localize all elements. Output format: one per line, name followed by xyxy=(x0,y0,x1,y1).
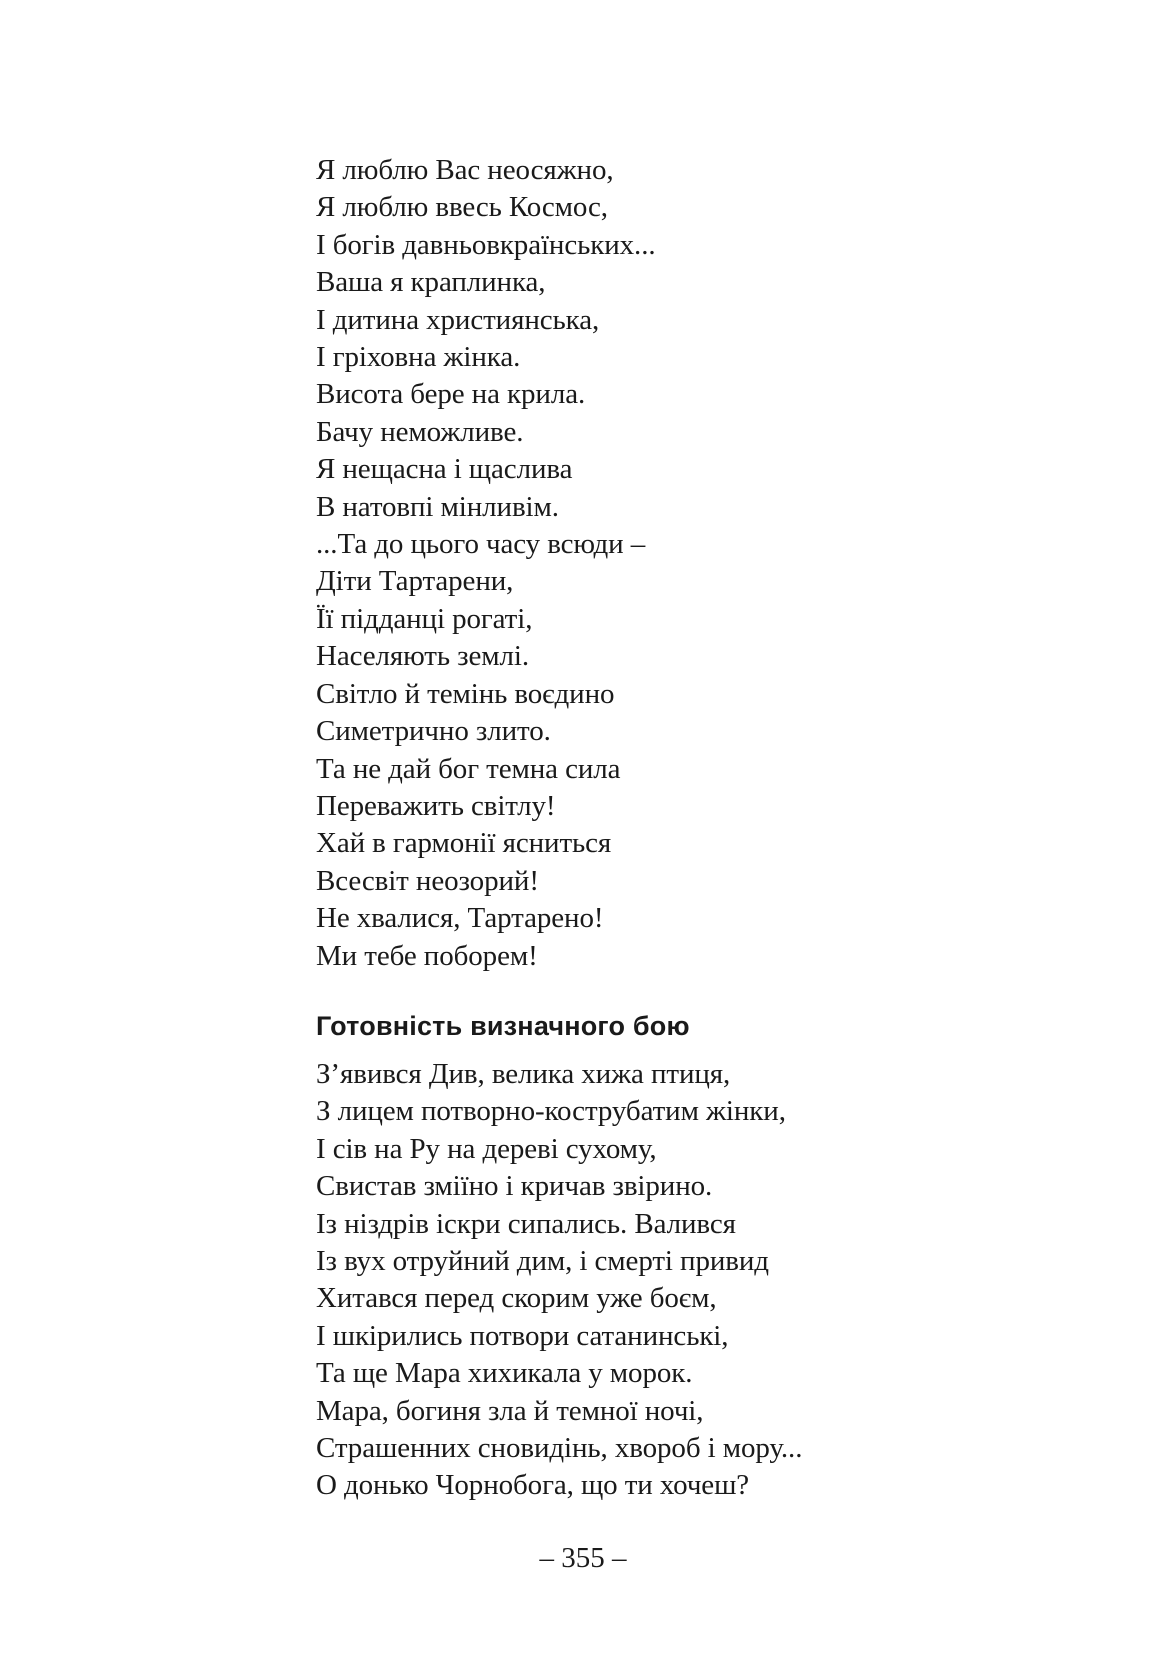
poem-line: Її підданці рогаті, xyxy=(316,602,533,635)
poem-line: Хитався перед скорим уже боєм, xyxy=(316,1282,717,1315)
poem-line: Мара, богиня зла й темної ночі, xyxy=(316,1394,704,1427)
poem-line: Страшенних сновидінь, хвороб і мору... xyxy=(316,1432,803,1465)
poem-line: В натовпі мінливім. xyxy=(316,490,559,523)
poem-line: Та ще Мара хихикала у морок. xyxy=(316,1357,693,1390)
poem-line: Свистав зміїно і кричав звірино. xyxy=(316,1170,713,1203)
poem-line: Висота бере на крила. xyxy=(316,378,586,411)
poem-line: І шкірились потвори сатанинські, xyxy=(316,1319,729,1352)
poem-stanza xyxy=(316,1056,1076,1505)
poem-line: Я люблю Вас неосяжно, xyxy=(316,154,614,186)
poem-line: Переважить світлу! xyxy=(316,789,556,822)
poem-line: ...Та до цього часу всюди – xyxy=(316,528,646,561)
poem-line: Симетрично злито. xyxy=(316,715,551,748)
poem-line: Я нещасна і щаслива xyxy=(316,453,573,486)
poem-line: Ми тебе поборем! xyxy=(316,939,538,972)
poem-line: Світло й темінь воєдино xyxy=(316,677,615,710)
page-number: – 355 – xyxy=(539,1542,627,1574)
poem-line: Бачу неможливе. xyxy=(316,415,524,448)
poem-line: Діти Тартарени, xyxy=(316,565,514,598)
poem-line: І дитина християнська, xyxy=(316,303,600,336)
poem-line: Хай в гармонії ясниться xyxy=(316,827,612,860)
poem-line: Не хвалися, Тартарено! xyxy=(316,902,604,935)
poem-line: О донько Чорнобога, що ти хочеш? xyxy=(316,1469,750,1502)
poem-line: І богів давньовкраїнських... xyxy=(316,228,656,261)
poem-line: Ваша я краплинка, xyxy=(316,266,546,299)
poem-line: І сів на Ру на дереві сухому, xyxy=(316,1132,657,1165)
poem-line: Та не дай бог темна сила xyxy=(316,752,621,785)
poem-line: Всесвіт неозорий! xyxy=(316,864,539,897)
poem-line: З’явився Див, велика хижа птиця, xyxy=(316,1058,731,1090)
poem-line: З лицем потворно-кострубатим жінки, xyxy=(316,1095,786,1128)
poem-stanza xyxy=(316,152,1076,975)
poem-line: Я люблю ввесь Космос, xyxy=(316,191,608,224)
poem-line: Населяють землі. xyxy=(316,640,530,673)
poem-line: І гріховна жінка. xyxy=(316,341,521,374)
poem-line: Із вух отруйний дим, і смерті привид xyxy=(316,1245,769,1278)
poem-title: Готовність визначного бою xyxy=(316,1011,690,1041)
poem-line: Із ніздрів іскри сипались. Валився xyxy=(316,1207,736,1240)
